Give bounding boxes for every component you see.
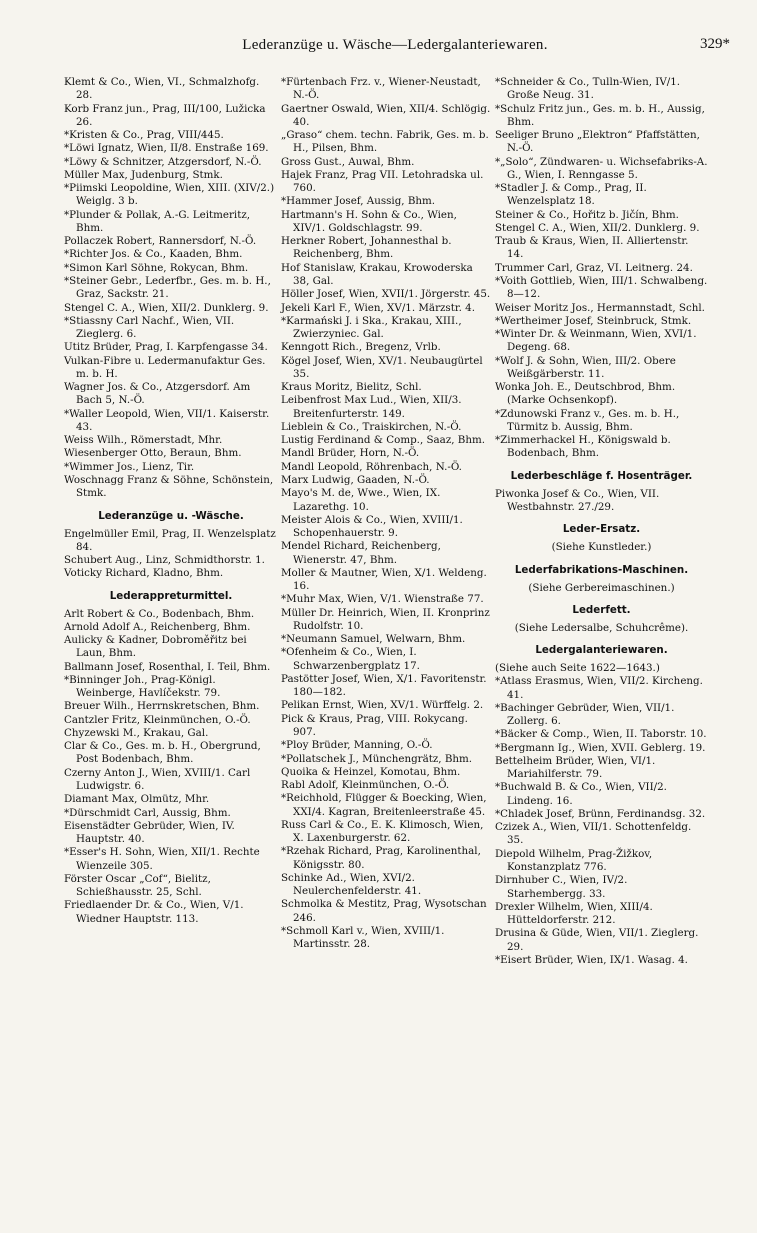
directory-entry: *Chladek Josef, Brünn, Ferdinandsg. 32. xyxy=(495,807,706,820)
cross-reference-note: (Siehe Gerbereimaschinen.) xyxy=(528,581,675,594)
column-left xyxy=(64,76,278,926)
directory-entry: *Wolf J. & Sohn, Wien, III/2. Obere Weißgärberstr. 11. xyxy=(495,354,676,380)
directory-entry: Schmolka & Mestitz, Prag, Wysotschan 246. xyxy=(281,898,487,924)
directory-entry: Mandl Brüder, Horn, N.-Ö. xyxy=(281,447,420,460)
directory-entry: Diamant Max, Olmütz, Mhr. xyxy=(64,793,210,806)
directory-entry: Chyzewski M., Krakau, Gal. xyxy=(64,726,209,739)
entry-list xyxy=(495,488,708,515)
directory-entry: Meister Alois & Co., Wien, XVIII/1. Schopenhauerstr. 9. xyxy=(281,513,463,540)
directory-entry: Rabl Adolf, Kleinmünchen, O.-Ö. xyxy=(281,779,450,792)
directory-entry: *Stadler J. & Comp., Prag, II. Wenzelsplatz 18. xyxy=(495,182,647,208)
directory-entry: „Graso“ chem. techn. Fabrik, Ges. m. b. H., Pilsen, Bhm. xyxy=(281,129,489,155)
directory-entry: Moller & Mautner, Wien, X/1. Weldeng. 16. xyxy=(281,566,487,593)
directory-entry: *Pollatschek J., Münchengrätz, Bhm. xyxy=(281,752,473,765)
directory-entry: *Neumann Samuel, Welwarn, Bhm. xyxy=(281,633,466,646)
directory-entry: Pollaczek Robert, Rannersdorf, N.-Ö. xyxy=(64,235,257,248)
directory-entry: Weiser Moritz Jos., Hermannstadt, Schl. xyxy=(495,301,705,314)
entry-list xyxy=(64,76,278,501)
section-heading: Lederappreturmittel. xyxy=(109,589,233,602)
directory-entry: *Karmański J. i Ska., Krakau, XIII., Zwierzyniec. Gal. xyxy=(281,314,462,341)
directory-entry: *Steiner Gebr., Lederfbr., Ges. m. b. H., Graz, Sackstr. 21. xyxy=(64,274,271,301)
section-heading: Lederfabrikations-Maschinen. xyxy=(514,563,689,576)
directory-entry: Höller Josef, Wien, XVII/1. Jörgerstr. 45. xyxy=(281,288,491,301)
directory-entry: *Kristen & Co., Prag, VIII/445. xyxy=(64,129,224,142)
directory-entry: Wonka Joh. E., Deutschbrod, Bhm. (Marke Ochsenkopf). xyxy=(495,381,676,407)
directory-entry: *Binninger Joh., Prag-Königl. Weinberge, Havlíčekstr. 79. xyxy=(64,673,221,700)
directory-entry: *Atlass Erasmus, Wien, VII/2. Kircheng. 41. xyxy=(495,675,703,701)
column-middle xyxy=(281,76,492,952)
directory-entry: Marx Ludwig, Gaaden, N.-Ö. xyxy=(281,473,430,486)
directory-entry: Kraus Moritz, Bielitz, Schl. xyxy=(281,381,422,394)
directory-entry: *Zimmerhackel H., Königswald b. Bodenbach, Bhm. xyxy=(495,434,671,460)
directory-entry: (Siehe auch Seite 1622—1643.) xyxy=(495,662,660,675)
directory-entry: Müller Max, Judenburg, Stmk. xyxy=(64,168,223,181)
entry-list xyxy=(64,528,278,581)
directory-entry: Gross Gust., Auwal, Bhm. xyxy=(281,155,415,168)
page-header xyxy=(60,30,730,60)
directory-entry: Pelikan Ernst, Wien, XV/1. Würffelg. 2. xyxy=(281,699,484,712)
directory-entry: Arlt Robert & Co., Bodenbach, Bhm. xyxy=(64,607,255,620)
directory-entry: Clar & Co., Ges. m. b. H., Obergrund, Post Bodenbach, Bhm. xyxy=(64,740,261,766)
section-heading: Lederfett. xyxy=(572,603,631,616)
directory-entry: Herkner Robert, Johannesthal b. Reichenberg, Bhm. xyxy=(281,235,452,261)
directory-entry: *Piimski Leopoldine, Wien, XIII. (XIV/2.) Weiglg. 3 b. xyxy=(64,182,275,208)
directory-entry: *Löwy & Schnitzer, Atzgersdorf, N.-Ö. xyxy=(64,155,262,168)
section-heading: Ledergalanteriewaren. xyxy=(535,644,668,657)
directory-entry: Trummer Carl, Graz, VI. Leitnerg. 24. xyxy=(495,261,693,274)
entry-list xyxy=(495,662,708,967)
directory-entry: Traub & Kraus, Wien, II. Alliertenstr. 14. xyxy=(495,235,689,261)
directory-entry: Diepold Wilhelm, Prag-Žižkov, Konstanzplatz 776. xyxy=(495,847,653,874)
directory-entry: *Eisert Brüder, Wien, IX/1. Wasag. 4. xyxy=(495,953,688,966)
directory-entry: Wagner Jos. & Co., Atzgersdorf. Am Bach 5, N.-Ö. xyxy=(64,381,251,407)
directory-entry: *Schmoll Karl v., Wien, XVIII/1. Martinsstr. 28. xyxy=(281,925,445,951)
directory-entry: Stengel C. A., Wien, XII/2. Dunklerg. 9. xyxy=(64,301,269,314)
directory-entry: *Simon Karl Söhne, Rokycan, Bhm. xyxy=(64,261,249,274)
directory-entry: Vulkan-Fibre u. Ledermanufaktur Ges. m. b. H. xyxy=(64,354,266,380)
directory-entry: *Fürtenbach Frz. v., Wiener-Neustadt, N.-Ö. xyxy=(281,76,481,102)
directory-entry: Arnold Adolf A., Reichenberg, Bhm. xyxy=(64,620,251,633)
directory-entry: Breuer Wilh., Herrnskretschen, Bhm. xyxy=(64,700,260,713)
directory-entry: Utitz Brüder, Prag, I. Karpfengasse 34. xyxy=(64,341,268,354)
directory-entry: Klemt & Co., Wien, VI., Schmalzhofg. 28. xyxy=(64,76,260,102)
entry-list xyxy=(64,608,278,926)
directory-entry: Steiner & Co., Hořitz b. Jičín, Bhm. xyxy=(495,208,679,221)
section-heading: Lederanzüge u. -Wäsche. xyxy=(98,509,244,522)
directory-entry: *Wertheimer Josef, Steinbruck, Stmk. xyxy=(495,314,692,327)
directory-entry: *Richter Jos. & Co., Kaaden, Bhm. xyxy=(64,248,243,261)
directory-entry: Müller Dr. Heinrich, Wien, II. Kronprinz Rudolfstr. 10. xyxy=(281,606,490,632)
directory-entry: *Dürschmidt Carl, Aussig, Bhm. xyxy=(64,806,231,819)
directory-entry: *Ploy Brüder, Manning, O.-Ö. xyxy=(281,739,433,752)
directory-entry: Aulicky & Kadner, Dobroměřitz bei Laun, Bhm. xyxy=(64,634,247,660)
directory-entry: *Schneider & Co., Tulln-Wien, IV/1. Große Neug. 31. xyxy=(495,76,681,102)
directory-entry: *Wimmer Jos., Lienz, Tir. xyxy=(64,460,195,473)
directory-entry: Schinke Ad., Wien, XVI/2. Neulerchenfelderstr. 41. xyxy=(281,871,422,898)
directory-entry: Kögel Josef, Wien, XV/1. Neubaugürtel 35. xyxy=(281,354,483,380)
directory-entry: Friedlaender Dr. & Co., Wien, V/1. Wiedner Hauptstr. 113. xyxy=(64,899,244,925)
directory-entry: *Zdunowski Franz v., Ges. m. b. H., Türmitz b. Aussig, Bhm. xyxy=(495,407,680,433)
directory-entry: Wiesenberger Otto, Beraun, Bhm. xyxy=(64,447,242,460)
section-heading: Leder-Ersatz. xyxy=(562,523,641,536)
directory-entry: Ballmann Josef, Rosenthal, I. Teil, Bhm. xyxy=(64,660,271,673)
directory-entry: *Rzehak Richard, Prag, Karolinenthal, Königsstr. 80. xyxy=(281,845,481,871)
directory-entry: Drexler Wilhelm, Wien, XIII/4. Hütteldorferstr. 212. xyxy=(495,900,653,927)
directory-entry: Bettelheim Brüder, Wien, VI/1. Mariahilferstr. 79. xyxy=(495,754,656,781)
directory-entry: Hof Stanislaw, Krakau, Krowoderska 38, Gal. xyxy=(281,261,473,287)
directory-entry: Voticky Richard, Kladno, Bhm. xyxy=(64,567,224,580)
directory-entry: *Bachinger Gebrüder, Wien, VII/1. Zollerg. 6. xyxy=(495,701,675,728)
directory-entry: Mayo's M. de, Wwe., Wien, IX. Lazarethg. 10. xyxy=(281,487,441,513)
directory-entry: *Stiassny Carl Nachf., Wien, VII. Zieglerg. 6. xyxy=(64,314,235,341)
directory-entry: *Voith Gottlieb, Wien, III/1. Schwalbeng. 8—12. xyxy=(495,274,708,301)
directory-entry: Russ Carl & Co., E. K. Klimosch, Wien, X. Laxenburgerstr. 62. xyxy=(281,818,484,845)
directory-entry: Lustig Ferdinand & Comp., Saaz, Bhm. xyxy=(281,434,486,447)
directory-entry: Seeliger Bruno „Elektron“ Pfaffstätten, N.-Ö. xyxy=(495,129,700,155)
directory-entry: Stengel C. A., Wien, XII/2. Dunklerg. 9. xyxy=(495,221,700,234)
cross-reference-note: (Siehe Ledersalbe, Schuhcrême). xyxy=(514,621,689,634)
directory-entry: Eisenstädter Gebrüder, Wien, IV. Hauptstr. 40. xyxy=(64,819,235,846)
page-number: 329* xyxy=(700,36,730,52)
directory-entry: Engelmüller Emil, Prag, II. Wenzelsplatz 84. xyxy=(64,527,276,553)
directory-entry: Korb Franz jun., Prag, III/100, Lužicka 26. xyxy=(64,102,266,128)
directory-entry: Pastötter Josef, Wien, X/1. Favoritenstr. 180—182. xyxy=(281,672,487,699)
entry-list xyxy=(281,76,492,952)
directory-entry: *„Solo“, Zündwaren- u. Wichsefabriks-A. G., Wien, I. Renngasse 5. xyxy=(495,155,708,181)
directory-entry: Czizek A., Wien, VII/1. Schottenfeldg. 35. xyxy=(495,821,692,847)
directory-entry: Woschnagg Franz & Söhne, Schönstein, Stmk. xyxy=(64,473,274,500)
directory-entry: *Reichhold, Flügger & Boecking, Wien, XXI/4. Kagran, Breitenleerstraße 45. xyxy=(281,792,487,818)
directory-entry: Lieblein & Co., Traiskirchen, N.-Ö. xyxy=(281,420,462,433)
directory-entry: Kenngott Rich., Bregenz, Vrlb. xyxy=(281,341,441,354)
directory-entry: Schubert Aug., Linz, Schmidthorstr. 1. xyxy=(64,554,265,567)
directory-entry: Piwonka Josef & Co., Wien, VII. Westbahnstr. 27./29. xyxy=(495,487,660,513)
directory-entry: Pick & Kraus, Prag, VIII. Rokycang. 907. xyxy=(281,712,468,739)
directory-entry: Hajek Franz, Prag VII. Letohradska ul. 760. xyxy=(281,168,484,195)
directory-entry: *Bäcker & Comp., Wien, II. Taborstr. 10. xyxy=(495,728,707,741)
directory-entry: *Winter Dr. & Weinmann, Wien, XVI/1. Degeng. 68. xyxy=(495,328,697,354)
directory-entry: Hartmann's H. Sohn & Co., Wien, XIV/1. Goldschlagstr. 99. xyxy=(281,208,457,234)
directory-entry: *Waller Leopold, Wien, VII/1. Kaiserstr. 43. xyxy=(64,407,270,433)
directory-entry: Jekeli Karl F., Wien, XV/1. Märzstr. 4. xyxy=(281,301,476,314)
entry-list xyxy=(495,76,708,461)
directory-entry: Leibenfrost Max Lud., Wien, XII/3. Breitenfurterstr. 149. xyxy=(281,394,462,420)
directory-entry: *Muhr Max, Wien, V/1. Wienstraße 77. xyxy=(281,593,484,606)
directory-entry: Czerny Anton J., Wien, XVIII/1. Carl Ludwigstr. 6. xyxy=(64,766,251,793)
directory-entry: Dirnhuber C., Wien, IV/2. Starhembergg. 33. xyxy=(495,874,628,900)
directory-entry: *Schulz Fritz jun., Ges. m. b. H., Aussig, Bhm. xyxy=(495,102,705,128)
directory-entry: *Löwi Ignatz, Wien, II/8. Enstraße 169. xyxy=(64,142,269,155)
directory-entry: Mendel Richard, Reichenberg, Wienerstr. 47, Bhm. xyxy=(281,540,441,566)
column-right xyxy=(495,76,708,967)
running-title: Lederanzüge u. Wäsche—Ledergalanteriewaren. xyxy=(242,36,548,53)
directory-entry: *Hammer Josef, Aussig, Bhm. xyxy=(281,195,436,208)
directory-entry: *Buchwald B. & Co., Wien, VII/2. Lindeng. 16. xyxy=(495,781,667,807)
directory-entry: Weiss Wilh., Römerstadt, Mhr. xyxy=(64,434,223,447)
directory-entry: Gaertner Oswald, Wien, XII/4. Schlögig. 40. xyxy=(281,102,491,128)
directory-entry: *Ofenheim & Co., Wien, I. Schwarzenbergplatz 17. xyxy=(281,646,420,672)
directory-entry: *Esser's H. Sohn, Wien, XII/1. Rechte Wienzeile 305. xyxy=(64,846,260,872)
directory-entry: *Plunder & Pollak, A.-G. Leitmeritz, Bhm. xyxy=(64,208,251,234)
directory-entry: Quoika & Heinzel, Komotau, Bhm. xyxy=(281,765,461,778)
directory-entry: Cantzler Fritz, Kleinmünchen, O.-Ö. xyxy=(64,713,251,726)
directory-entry: Mandl Leopold, Röhrenbach, N.-Ö. xyxy=(281,460,462,473)
directory-entry: Förster Oscar „Cof“, Bielitz, Schießhausstr. 25, Schl. xyxy=(64,872,211,899)
directory-entry: *Bergmann Ig., Wien, XVII. Geblerg. 19. xyxy=(495,741,706,754)
cross-reference-note: (Siehe Kunstleder.) xyxy=(551,541,652,554)
section-heading: Lederbeschläge f. Hosenträger. xyxy=(510,469,693,482)
directory-entry: Drusina & Güde, Wien, VII/1. Zieglerg. 29. xyxy=(495,927,699,953)
